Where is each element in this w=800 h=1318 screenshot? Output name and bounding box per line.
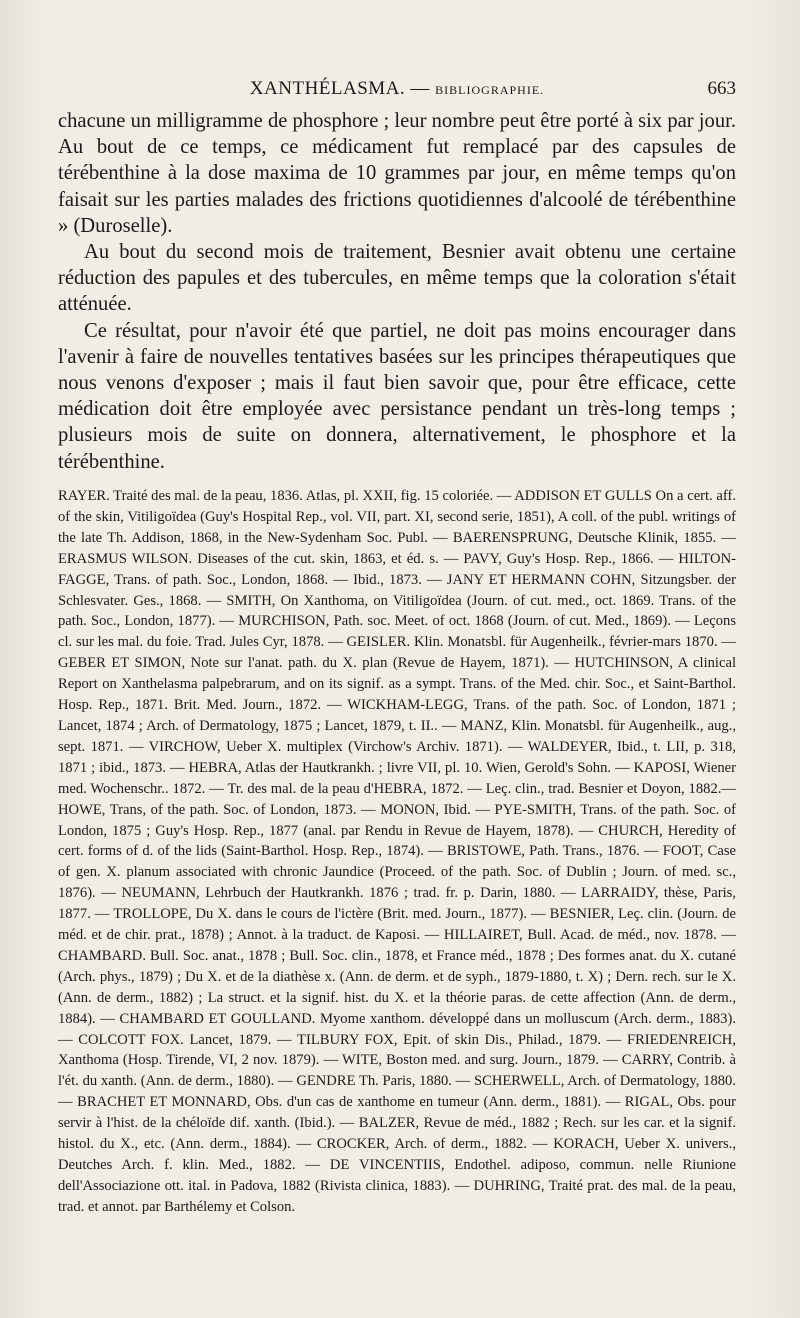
title-main: XANTHÉLASMA.: [249, 78, 406, 99]
running-title: [58, 78, 736, 100]
paragraph-3: Ce résultat, pour n'avoir été que partiel, ne doit pas moins encourager dans l'avenir à faire de nouvelles tentatives basées sur les principes thérapeutiques que nous venons d'exposer ; mais il faut bien savoir que, pour être efficace, cette médication doit être employée avec persistance pendant un très-long temps ; plusieurs mois de suite on donnera, alternativement, le phosphore et la térébenthine.: [58, 319, 736, 473]
running-head: [58, 78, 736, 104]
paragraph-1: chacune un milligramme de phosphore ; leur nombre peut être porté à six par jour. Au bout de ce temps, ce médicament fut remplacé par des capsules de térébenthine à la dose maxima de 10 grammes par jour, en même temps qu'on faisait sur les parties malades des frictions quotidiennes d'alcoolé de térébenthine » (Duroselle).: [58, 110, 736, 237]
title-dash: —: [405, 78, 436, 99]
bibliography-block: RAYER. Traité des mal. de la peau, 1836. Atlas, pl. XXII, fig. 15 coloriée. — ADDISON ET GULLS On a cert. aff. of the skin, Vitiligoïdea (Guy's Hospital Rep., vol. VII, part. XI, second serie, 1851), A coll. of the publ. writings of the late Th. Addison, 1868, in the New-Sydenham Soc. Publ. — BAERENSPRUNG, Deutsche Klinik, 1855. — ERASMUS WILSON. Diseases of the cut. skin, 1863, et éd. s. — PAVY, Guy's Hosp. Rep., 1866. — HILTON-FAGGE, Trans. of path. Soc., London, 1868. — Ibid., 1873. — JANY ET HERMANN COHN, Sitzungsber. der Schlesvater. Ges., 1868. — SMITH, On Xanthoma, on Vitiligoïdea (Journ. of cut. med., oct. 1869. Trans. of the path. Soc., London, 1877). — MURCHISON, Path. soc. Meet. of oct. 1868 (Journ. of cut. Med., 1869). — Leçons cl. sur les mal. du foie. Trad. Jules Cyr, 1878. — GEISLER. Klin. Monatsbl. für Augenheilk., février-mars 1870. — GEBER ET SIMON, Note sur l'anat. path. du X. plan (Revue de Hayem, 1871). — HUTCHINSON, A clinical Report on Xanthelasma palpebrarum, and on its signif. as a sympt. Trans. of the Med. chir. Soc., et Saint-Barthol. Hosp. Rep., 1871. Brit. Med. Journ., 1872. — WICKHAM-LEGG, Trans. of the path. Soc. of London, 1871 ; Lancet, 1874 ; Arch. of Dermatology, 1875 ; Lancet, 1879, t. II.. — MANZ, Klin. Monatsbl. für Augenheilk., aug., sept. 1871. — VIRCHOW, Ueber X. multiplex (Virchow's Archiv. 1871). — WALDEYER, Ibid., t. LII, p. 318, 1871 ; ibid., 1873. — HEBRA, Atlas der Hautkrankh. ; livre VII, pl. 10. Wien, Gerold's Sohn. — KAPOSI, Wiener med. Wochenschr.. 1872. — Tr. des mal. de la peau d'HEBRA, 1872. — Leç. clin., trad. Besnier et Doyon, 1882.— HOWE, Trans, of the path. Soc. of London, 1873. — MONON, Ibid. — PYE-SMITH, Trans. of the path. Soc. of London, 1875 ; Guy's Hosp. Rep., 1877 (anal. par Rendu in Revue de Hayem, 1878). — CHURCH, Heredity of cert. forms of d. of the lids (Saint-Barthol. Hosp. Rep., 1874). — BRISTOWE, Path. Trans., 1876. — FOOT, Case of gen. X. planum associated with chronic Jaundice (Proceed. of the path. Soc. of Dublin ; Journ. of med. sc., 1876). — NEUMANN, Lehrbuch der Hautkrankh. 1876 ; trad. fr. p. Darin, 1880. — LARRAIDY, thèse, Paris, 1877. — TROLLOPE, Du X. dans le cours de l'ictère (Brit. med. Journ., 1877). — BESNIER, Leç. clin. (Journ. de méd. et de chir. prat., 1878) ; Annot. à la traduct. de Kaposi. — HILLAIRET, Bull. Acad. de méd., nov. 1878. — CHAMBARD. Bull. Soc. anat., 1878 ; Bull. Soc. clin., 1878, et France méd., 1878 ; Des formes anat. du X. cutané (Arch. phys., 1879) ; Du X. et de la diathèse x. (Ann. de derm. et de syph., 1879-1880, t. X) ; Dern. rech. sur le X. (Ann. de derm., 1882) ; La struct. et la signif. hist. du X. et la théorie paras. de cette affection (Ann. de derm., 1884). — CHAMBARD ET GOULLAND. Myome xanthom. développé dans un molluscum (Arch. derm., 1883). — COLCOTT FOX. Lancet, 1879. — TILBURY FOX, Epit. of skin Dis., Philad., 1879. — FRIEDENREICH, Xanthoma (Hosp. Tirende, VI, 2 nov. 1879). — WITE, Boston med. and surg. Journ., 1879. — CARRY, Contrib. à l'ét. du xanth. (Ann. de derm., 1880). — GENDRE Th. Paris, 1880. — SCHERWELL, Arch. of Dermatology, 1880. — BRACHET ET MONNARD, Obs. d'un cas de xanthome en tumeur (Ann. derm., 1881). — RIGAL, Obs. pour servir à l'hist. de la chéloïde dif. xanth. (Ibid.). — BALZER, Revue de méd., 1882 ; Rech. sur les car. et la signif. histol. du X., etc. (Ann. derm., 1884). — CROCKER, Arch. of derm., 1882. — KORACH, Ueber X. univers., Deutches Arch. f. klin. Med., 1882. — DE VINCENTIIS, Endothel. adiposo, commun. nelle Riunione dell'Associazione ott. ital. in Padova, 1882 (Rivista clinica, 1883). — DUHRING, Traité prat. des mal. de la peau, trad. et annot. par Barthélemy et Colson.: [58, 488, 736, 1215]
page-number: 663: [707, 78, 736, 99]
paragraph-2: Au bout du second mois de traitement, Besnier avait obtenu une certaine réduction des papules et des tubercules, en même temps que la coloration s'était atténuée.: [58, 241, 736, 316]
body-text: [58, 108, 736, 475]
title-section: BIBLIOGRAPHIE.: [435, 83, 545, 97]
